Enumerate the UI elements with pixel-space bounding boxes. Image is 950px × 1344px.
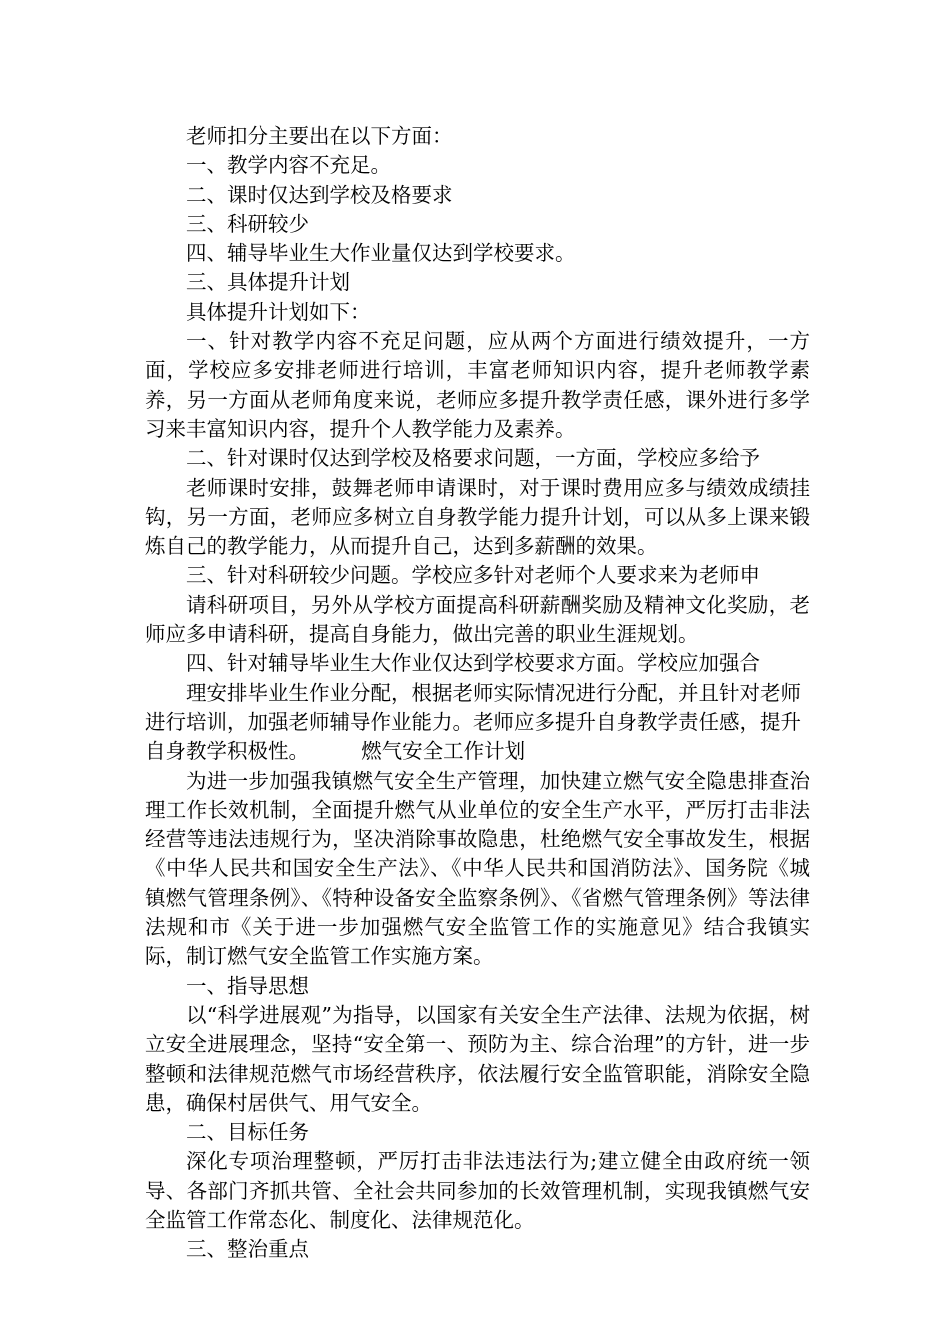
- paragraph-plan-4-body: 理安排毕业生作业分配，根据老师实际情况进行分配，并且针对老师进行培训，加强老师辅导作业能力。老师应多提升自身教学责任感，提升自身教学积极性。 燃气安全工作计划: [145, 680, 801, 764]
- paragraph-issue-3: 三、科研较少: [186, 211, 309, 236]
- paragraph-plan-intro: 具体提升计划如下：: [186, 299, 371, 324]
- document-body: [145, 122, 810, 1265]
- section-heading-guiding-ideology: 一、指导思想: [186, 973, 309, 998]
- paragraph-plan-3-body: 请科研项目，另外从学校方面提高科研薪酬奖励及精神文化奖励，老师应多申请科研，提高自身能力，做出完善的职业生涯规划。: [145, 592, 810, 647]
- paragraph-plan-1: 一、针对教学内容不充足问题，应从两个方面进行绩效提升，一方面，学校应多安排老师进行培训，丰富老师知识内容，提升老师教学素养，另一方面从老师角度来说，老师应多提升教学责任感，课外进行多学习来丰富知识内容，提升个人教学能力及素养。: [145, 329, 810, 441]
- paragraph-plan-3-lead: 三、针对科研较少问题。学校应多针对老师个人要求来为老师申: [186, 563, 760, 588]
- paragraph-issue-1: 一、教学内容不充足。: [186, 153, 391, 178]
- paragraph-plan-2-body: 老师课时安排，鼓舞老师申请课时，对于课时费用应多与绩效成绩挂钩，另一方面，老师应多树立自身教学能力提升计划，可以从多上课来锻炼自己的教学能力，从而提升自己，达到多薪酬的效果。: [145, 475, 810, 559]
- paragraph-deduction-intro: 老师扣分主要出在以下方面：: [186, 124, 453, 148]
- paragraph-plan-2-lead: 二、针对课时仅达到学校及格要求问题，一方面，学校应多给予: [186, 446, 760, 471]
- paragraph-issue-2: 二、课时仅达到学校及格要求: [186, 182, 453, 207]
- paragraph-objectives: 深化专项治理整顿，严厉打击非法违法行为;建立健全由政府统一领导、各部门齐抓共管、全社会共同参加的长效管理机制，实现我镇燃气安全监管工作常态化、制度化、法律规范化。: [145, 1149, 810, 1232]
- section-heading-key-rectification: 三、整治重点: [186, 1237, 309, 1262]
- section-heading-improvement-plan: 三、具体提升计划: [186, 270, 350, 295]
- paragraph-issue-4: 四、辅导毕业生大作业量仅达到学校要求。: [186, 241, 576, 266]
- paragraph-guiding-ideology: 以“科学进展观”为指导，以国家有关安全生产法律、法规为依据，树立安全进展理念，坚持“安全第一、预防为主、综合治理”的方针，进一步整顿和法律规范燃气市场经营秩序，依法履行安全监管职能，消除安全隐患，确保村居供气、用气安全。: [145, 1002, 810, 1115]
- paragraph-plan-4-lead: 四、针对辅导毕业生大作业仅达到学校要求方面。学校应加强合: [186, 651, 760, 676]
- section-heading-objectives: 二、目标任务: [186, 1120, 309, 1145]
- paragraph-gas-safety-intro: 为进一步加强我镇燃气安全生产管理，加快建立燃气安全隐患排查治理工作长效机制，全面提升燃气从业单位的安全生产水平，严厉打击非法经营等违法违规行为，坚决消除事故隐患，杜绝燃气安全事故发生，根据《中华人民共和国安全生产法》、《中华人民共和国消防法》、国务院《城镇燃气管理条例》、《特种设备安全监察条例》、《省燃气管理条例》等法律法规和市《关于进一步加强燃气安全监管工作的实施意见》结合我镇实际，制订燃气安全监管工作实施方案。: [145, 768, 810, 969]
